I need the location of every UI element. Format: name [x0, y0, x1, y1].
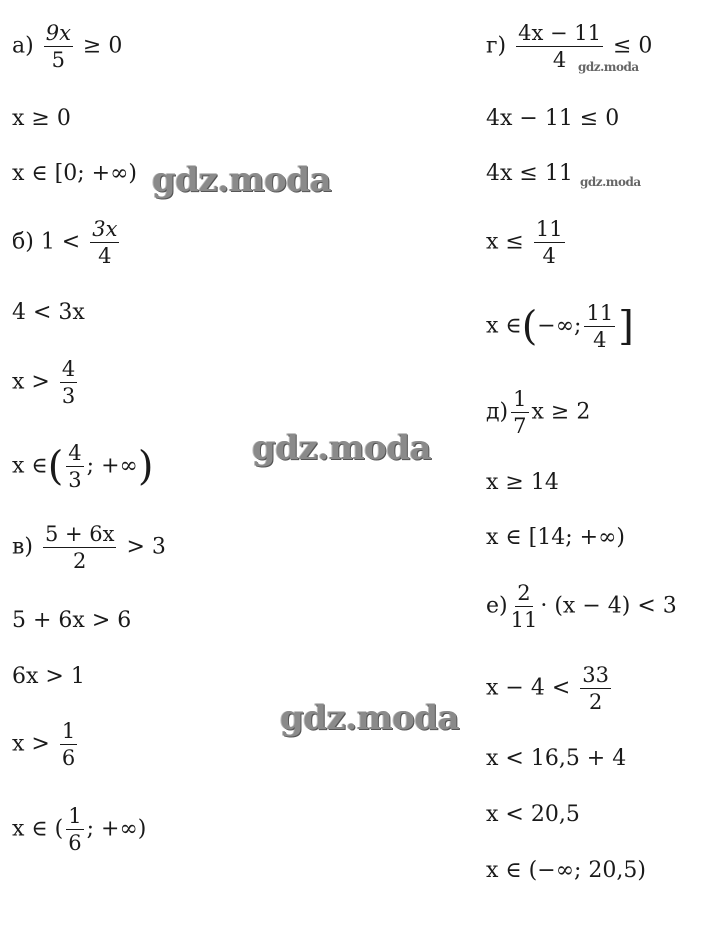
fraction: [66, 442, 83, 491]
rhs: · (x − 4) < 3: [540, 593, 677, 619]
problem-a-statement: [12, 22, 122, 71]
problem-g-step-3: 4x ≤ 11: [486, 161, 573, 186]
denominator: 6: [61, 746, 76, 771]
numerator: 11: [584, 302, 615, 327]
fraction: [584, 302, 615, 351]
denominator: 3: [61, 384, 76, 409]
numerator: 2: [515, 582, 532, 607]
problem-c-step-4: [12, 720, 80, 769]
fraction: [60, 720, 77, 769]
right-bracket: ]: [618, 303, 634, 350]
problem-e-answer: x ∈ (−∞; 20,5): [486, 858, 646, 883]
problem-b-statement: [12, 218, 122, 267]
rhs: > 3: [126, 534, 166, 560]
interval-start: −∞;: [537, 313, 582, 339]
problem-e-statement: [486, 582, 677, 631]
problem-d-step-2: x ≥ 14: [486, 470, 559, 495]
denominator: 6: [68, 831, 82, 856]
numerator: 33: [580, 664, 611, 689]
fraction: [60, 358, 77, 407]
problem-label: а): [12, 33, 34, 59]
problem-d-statement: [486, 388, 590, 437]
denominator: 2: [588, 690, 603, 715]
fraction: [511, 388, 528, 437]
numerator: 5 + 6x: [43, 523, 117, 548]
tail: ; +∞: [86, 453, 138, 479]
numerator: 1: [511, 388, 528, 413]
watermark-small: gdz.moda: [580, 175, 641, 189]
problem-e-step-3: x < 16,5 + 4: [486, 746, 627, 771]
numerator: 1: [66, 805, 83, 830]
lhs: x >: [12, 369, 50, 395]
rhs: ≤ 0: [612, 33, 653, 59]
denominator: 3: [68, 468, 82, 493]
problem-label: в): [12, 534, 33, 560]
lhs: x ≤: [486, 229, 524, 255]
watermark-logo: gdz.moda: [252, 428, 432, 468]
denominator: 4: [98, 244, 112, 269]
denominator: 4: [542, 244, 556, 269]
problem-e-step-2: [486, 664, 614, 713]
problem-c-step-3: 6x > 1: [12, 664, 85, 689]
rhs: ≥ 0: [82, 33, 123, 59]
problem-b-step-2: 4 < 3x: [12, 300, 85, 325]
problem-label: д): [486, 399, 509, 425]
denominator: 11: [510, 608, 538, 633]
numerator: 4x − 11: [516, 22, 603, 47]
right-paren: ): [137, 443, 154, 490]
problem-g-step-2: 4x − 11 ≤ 0: [486, 106, 620, 131]
fraction: [44, 22, 73, 71]
lhs: x ∈: [12, 453, 48, 479]
fraction: [43, 523, 117, 572]
tail: ; +∞): [86, 816, 147, 842]
problem-c-statement: [12, 523, 166, 572]
problem-a-answer: x ∈ [0; +∞): [12, 161, 138, 186]
problem-g-step-4: [486, 218, 568, 267]
left-paren: (: [47, 443, 64, 490]
denominator: 4: [552, 48, 567, 73]
lhs: x ∈ (: [12, 816, 64, 842]
lhs: x >: [12, 731, 50, 757]
problem-d-answer: x ∈ [14; +∞): [486, 525, 626, 550]
denominator: 5: [51, 48, 65, 73]
numerator: 4: [60, 358, 77, 383]
numerator: 9x: [44, 22, 73, 47]
fraction: [66, 805, 83, 854]
problem-label: г): [486, 33, 507, 59]
denominator: 2: [73, 549, 87, 574]
fraction: [534, 218, 565, 267]
problem-label: б) 1 <: [12, 229, 81, 255]
denominator: 7: [513, 414, 527, 439]
watermark-logo: gdz.moda: [280, 698, 460, 738]
problem-b-step-3: [12, 358, 80, 407]
numerator: 11: [534, 218, 565, 243]
denominator: 4: [593, 328, 607, 353]
problem-b-answer: [12, 442, 153, 491]
fraction: [90, 218, 119, 267]
lhs: x − 4 <: [486, 675, 571, 701]
rhs: x ≥ 2: [531, 399, 591, 425]
numerator: 4: [66, 442, 83, 467]
fraction: [511, 582, 538, 631]
problem-c-answer: [12, 805, 146, 854]
problem-label: е): [486, 593, 508, 619]
numerator: 1: [60, 720, 77, 745]
left-paren: (: [521, 303, 538, 350]
watermark-small: gdz.moda: [578, 60, 639, 74]
lhs: x ∈: [486, 313, 522, 339]
numerator: 3x: [90, 218, 119, 243]
watermark-logo: gdz.moda: [152, 160, 332, 200]
problem-a-step-2: x ≥ 0: [12, 106, 71, 131]
problem-g-answer: [486, 302, 634, 351]
problem-e-step-4: x < 20,5: [486, 802, 580, 827]
problem-c-step-2: 5 + 6x > 6: [12, 608, 132, 633]
fraction: [580, 664, 611, 713]
